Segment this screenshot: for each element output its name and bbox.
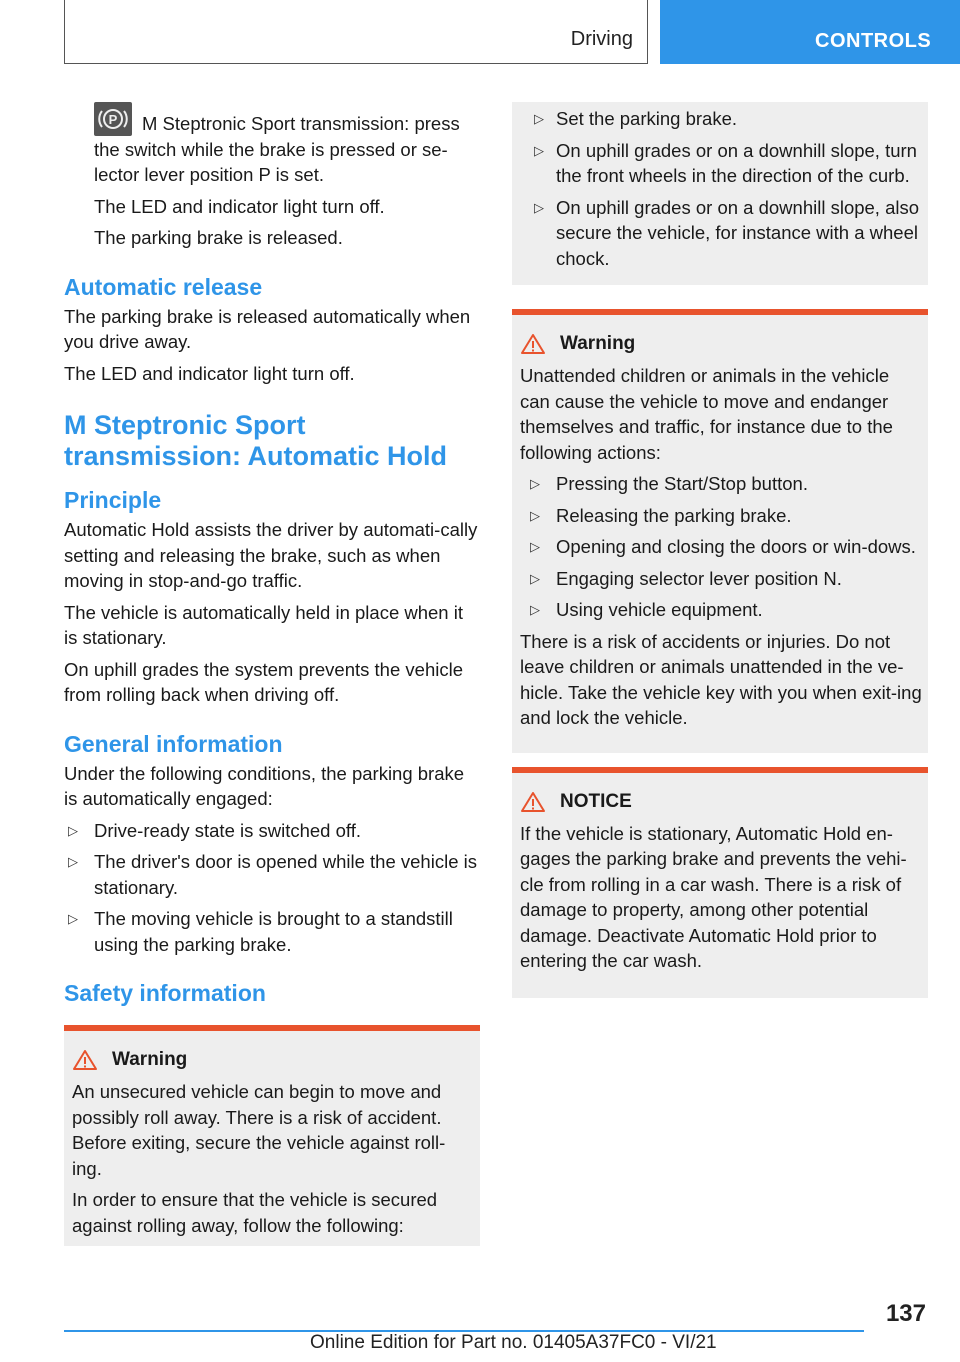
warning-box (64, 1025, 480, 1246)
warning-paragraph-2: There is a risk of accidents or injuries. Do not leave children or animals unattended in the ve-hicle. Take the vehicle key with you when exit-ing and lock the vehicle. (520, 630, 922, 728)
notice-title: NOTICE (520, 791, 922, 813)
warning-box-continued (512, 102, 928, 285)
triangle-bullet-icon: ▷ (534, 199, 544, 215)
securing-list (520, 106, 922, 271)
triangle-bullet-icon: ▷ (534, 142, 544, 158)
list-item: ▷ Engaging selector lever position N. (520, 566, 922, 592)
intro-paragraph (64, 102, 480, 188)
intro-text: M Steptronic Sport transmission: press the switch while the brake is pressed or se-lector lever position P is set. (94, 113, 460, 185)
general-information-heading: General information (64, 730, 283, 757)
children-warning-box (512, 309, 928, 753)
header-section: Driving (570, 28, 633, 50)
safety-information-heading: Safety information (64, 980, 266, 1006)
triangle-bullet-icon: ▷ (530, 507, 540, 523)
automatic-release-heading: Automatic release (64, 273, 263, 300)
list-item: ▷ Opening and closing the doors or win-dows. (520, 534, 922, 560)
principle-paragraph-3: On uphill grades the system prevents the vehicle from rolling back when driving off. (64, 658, 463, 705)
triangle-bullet-icon: ▷ (68, 854, 78, 869)
warning-triangle-icon (520, 333, 546, 355)
header-chapter: CONTROLS (660, 0, 960, 64)
warning-title: Warning (72, 1049, 474, 1071)
parking-brake-switch-icon (94, 102, 132, 136)
triangle-bullet-icon: ▷ (530, 476, 540, 491)
warning-paragraph-2: In order to ensure that the vehicle is secured against rolling away, follow the following: (72, 1189, 438, 1236)
left-column (64, 102, 480, 1246)
automatic-release-paragraph-1: The parking brake is released automatically when you drive away. (64, 305, 471, 352)
list-item: ▷ Releasing the parking brake. (520, 503, 922, 529)
automatic-release-paragraph-2: The LED and indicator light turn off. (64, 362, 355, 384)
notice-box (512, 767, 928, 998)
triangle-bullet-icon: ▷ (534, 111, 544, 126)
principle-heading: Principle (64, 487, 162, 513)
header-bar (64, 0, 648, 64)
warning-paragraph-1: Unattended children or animals in the vehicle can cause the vehicle to move and endanger themselves and traffic, for instance due to the following actions: (520, 365, 893, 463)
list-item: ▷ Drive-ready state is switched off. (64, 818, 480, 844)
list-item: ▷ On uphill grades or on a downhill slope, also secure the vehicle, for instance with a wheel chock. (534, 196, 920, 269)
triangle-bullet-icon: ▷ (68, 822, 78, 838)
triangle-bullet-icon: ▷ (530, 539, 540, 554)
main-heading: M Steptronic Sport transmission: Automatic Hold (64, 410, 448, 471)
warning-triangle-icon (520, 791, 546, 813)
list-item: ▷ Using vehicle equipment. (520, 597, 922, 623)
svg-text:P: P (108, 112, 118, 127)
warning-paragraph-1: An unsecured vehicle can begin to move and possibly roll away. There is a risk of accident. Before exiting, secure the vehicle against roll-ing. (72, 1081, 446, 1179)
list-item: ▷ Set the parking brake. (520, 106, 922, 132)
footer-edition: Online Edition for Part no. 01405A37FC0 - VI/21 (310, 1332, 717, 1353)
right-column (512, 102, 928, 998)
triangle-bullet-icon: ▷ (68, 911, 78, 926)
general-information-paragraph: Under the following conditions, the parking brake is automatically engaged: (64, 762, 465, 809)
warning-actions-list (520, 471, 922, 623)
page-number: 137 (885, 1300, 926, 1327)
intro-paragraph-3: The parking brake is released. (94, 227, 343, 248)
triangle-bullet-icon: ▷ (530, 570, 540, 586)
warning-triangle-icon (72, 1049, 98, 1071)
intro-paragraph-2: The LED and indicator light turn off. (94, 195, 385, 217)
triangle-bullet-icon: ▷ (530, 602, 540, 617)
list-item: ▷ Pressing the Start/Stop button. (520, 471, 922, 497)
notice-paragraph: If the vehicle is stationary, Automatic Hold en-gages the parking brake and prevents the vehi-cle from rolling in a car wash. There is a risk of damage to property, among other potential damage. Deactivate Automatic Hold prior to entering the car wash. (520, 822, 907, 971)
list-item: ▷ On uphill grades or on a downhill slope, turn the front wheels in the direction of the curb. (534, 139, 917, 186)
general-information-list (64, 818, 480, 958)
principle-paragraph-1: Automatic Hold assists the driver by automati-cally setting and releasing the brake, such as when moving in stop-and-go traffic. (64, 519, 478, 591)
list-item: ▷ The driver's door is opened while the vehicle is stationary. (68, 851, 477, 898)
list-item: ▷ The moving vehicle is brought to a standstill using the parking brake. (68, 908, 453, 955)
warning-title: Warning (520, 333, 922, 355)
principle-paragraph-2: The vehicle is automatically held in place when it is stationary. (64, 601, 463, 648)
